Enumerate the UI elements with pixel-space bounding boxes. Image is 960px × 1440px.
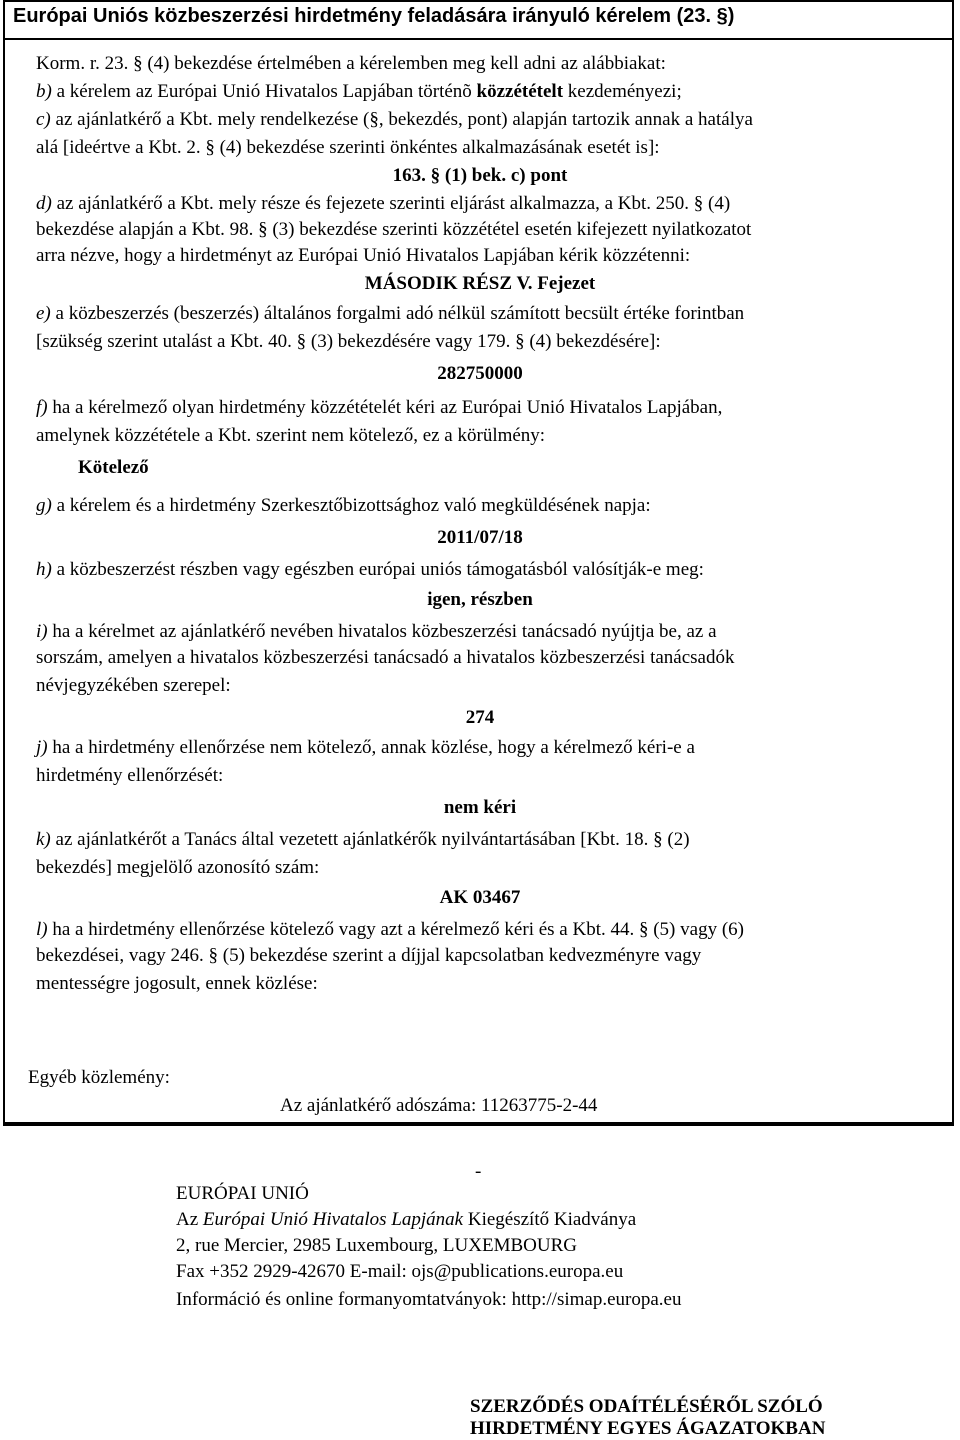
item-d-answer: MÁSODIK RÉSZ V. Fejezet [364, 273, 596, 294]
item-l-line2: bekezdései, vagy 246. § (5) bekezdése szerint a díjjal kapcsolatban kedvezményre vagy [36, 945, 702, 966]
item-l-line1 [36, 918, 744, 942]
footer-address: 2, rue Mercier, 2985 Luxembourg, LUXEMBOURG [176, 1235, 577, 1256]
item-c-line1 [36, 108, 753, 132]
item-j-line2: hirdetmény ellenőrzését: [36, 765, 224, 786]
item-f-line1 [36, 396, 722, 420]
item-b-text-post: kezdeményezi; [563, 81, 682, 102]
item-l-line3: mentességre jogosult, ennek közlése: [36, 973, 318, 994]
item-letter: l) [36, 919, 48, 940]
footer-org: EURÓPAI UNIÓ [176, 1183, 309, 1204]
item-k-answer: AK 03467 [439, 887, 521, 908]
item-letter: h) [36, 559, 52, 580]
item-c-text: az ajánlatkérő a Kbt. mely rendelkezése (§, bekezdés, pont) alapján tartozik annak a hatálya [50, 109, 753, 130]
intro-line: Korm. r. 23. § (4) bekezdése értelmében a kérelemben meg kell adni az alábbiakat: [36, 53, 666, 74]
item-f-text: ha a kérelmező olyan hirdetmény közzétételét kéri az Európai Unió Hivatalos Lapjában, [47, 397, 723, 418]
item-letter: f) [36, 397, 48, 418]
item-f-answer: Kötelező [78, 457, 149, 478]
item-k-line1 [36, 828, 690, 852]
item-j-answer: nem kéri [443, 797, 517, 818]
notice-box [3, 1050, 954, 1126]
item-i-line2: sorszám, amelyen a hivatalos közbeszerzési tanácsadó a hivatalos közbeszerzési tanácsadók [36, 647, 735, 668]
item-f-line2: amelynek közzététele a Kbt. szerint nem kötelező, ez a körülmény: [36, 425, 546, 446]
footer-pub-pre: Az [176, 1209, 203, 1230]
item-d-text: az ajánlatkérő a Kbt. mely része és fejezete szerinti eljárást alkalmazza, a Kbt. 250. § (4) [51, 193, 731, 214]
footer-pub-post: Kiegészítő Kiadványa [463, 1209, 637, 1230]
item-letter: i) [36, 621, 48, 642]
item-k-text: az ajánlatkérőt a Tanács által vezetett ajánlatkérők nyilvántartásában [Kbt. 18. § (2) [50, 829, 690, 850]
item-h-text: a közbeszerzést részben vagy egészben európai uniós támogatásból valósítják-e meg: [51, 559, 704, 580]
item-g-text: a kérelem és a hirdetmény Szerkesztőbizottsághoz való megküldésének napja: [51, 495, 651, 516]
footer-info: Információ és online formanyomtatványok: http://simap.europa.eu [176, 1289, 682, 1310]
item-i-text: ha a kérelmet az ajánlatkérő nevében hivatalos közbeszerzési tanácsadó nyújtja be, az a [47, 621, 717, 642]
notice-label: Egyéb közlemény: [28, 1067, 170, 1088]
item-j-line1 [36, 736, 695, 760]
item-letter: c) [36, 109, 51, 130]
item-k-line2: bekezdés] megjelölő azonosító szám: [36, 857, 320, 878]
item-letter: k) [36, 829, 51, 850]
item-c-answer: 163. § (1) bek. c) pont [392, 165, 568, 186]
notice-text: Az ajánlatkérő adószáma: 11263775-2-44 [280, 1095, 598, 1116]
bottom-heading-line1: SZERZŐDÉS ODAÍTÉLÉSÉRŐL SZÓLÓ [470, 1396, 823, 1417]
footer-contact: Fax +352 2929-42670 E-mail: ojs@publications.europa.eu [176, 1261, 624, 1282]
footer-publication [176, 1208, 636, 1232]
item-e-text: a közbeszerzés (beszerzés) általános forgalmi adó nélkül számított becsült értéke forintban [50, 303, 745, 324]
item-b-text-pre: a kérelem az Európai Unió Hivatalos Lapjában történõ [51, 81, 477, 102]
separator-dash: - [475, 1161, 482, 1182]
item-letter: d) [36, 193, 52, 214]
item-i-line1 [36, 620, 717, 644]
item-letter: j) [36, 737, 48, 758]
item-i-answer: 274 [465, 707, 495, 728]
item-i-line3: névjegyzékében szerepel: [36, 675, 231, 696]
item-e-answer: 282750000 [437, 363, 523, 384]
item-d-line3: arra nézve, hogy a hirdetményt az Európai Unió Hivatalos Lapjában kérik közzétenni: [36, 245, 691, 266]
item-j-text: ha a hirdetmény ellenőrzése nem kötelező, annak közlése, hogy a kérelmező kéri-e a [47, 737, 695, 758]
item-e-line2: [szükség szerint utalást a Kbt. 40. § (3) bekezdésére vagy 179. § (4) bekezdésére]: [36, 331, 661, 352]
item-d-line2: bekezdése alapján a Kbt. 98. § (3) bekezdése szerinti közzététel esetén kifejezett nyilatkozatot [36, 219, 752, 240]
item-letter: g) [36, 495, 52, 516]
item-h-answer: igen, részben [427, 589, 533, 610]
item-e-line1 [36, 302, 744, 326]
document-title: Európai Uniós közbeszerzési hirdetmény feladására irányuló kérelem (23. §) [13, 5, 735, 27]
item-h-line1 [36, 558, 704, 582]
footer-pub-italic: Európai Unió Hivatalos Lapjának [202, 1209, 464, 1230]
item-letter: e) [36, 303, 51, 324]
item-c-line2: alá [ideértve a Kbt. 2. § (4) bekezdése szerinti önkéntes alkalmazásának esetét is]: [36, 137, 660, 158]
item-g-line1 [36, 494, 651, 518]
item-l-text: ha a hirdetmény ellenőrzése kötelező vagy azt a kérelmező kéri és a Kbt. 44. § (5) vagy (6) [47, 919, 744, 940]
item-d-line1 [36, 192, 730, 216]
title-bar [3, 0, 954, 40]
bottom-heading-line2: HIRDETMÉNY EGYES ÁGAZATOKBAN [470, 1418, 826, 1439]
item-g-answer: 2011/07/18 [437, 527, 523, 548]
item-b [36, 80, 682, 104]
item-b-bold: közzétételt [476, 81, 564, 102]
item-letter: b) [36, 81, 52, 102]
